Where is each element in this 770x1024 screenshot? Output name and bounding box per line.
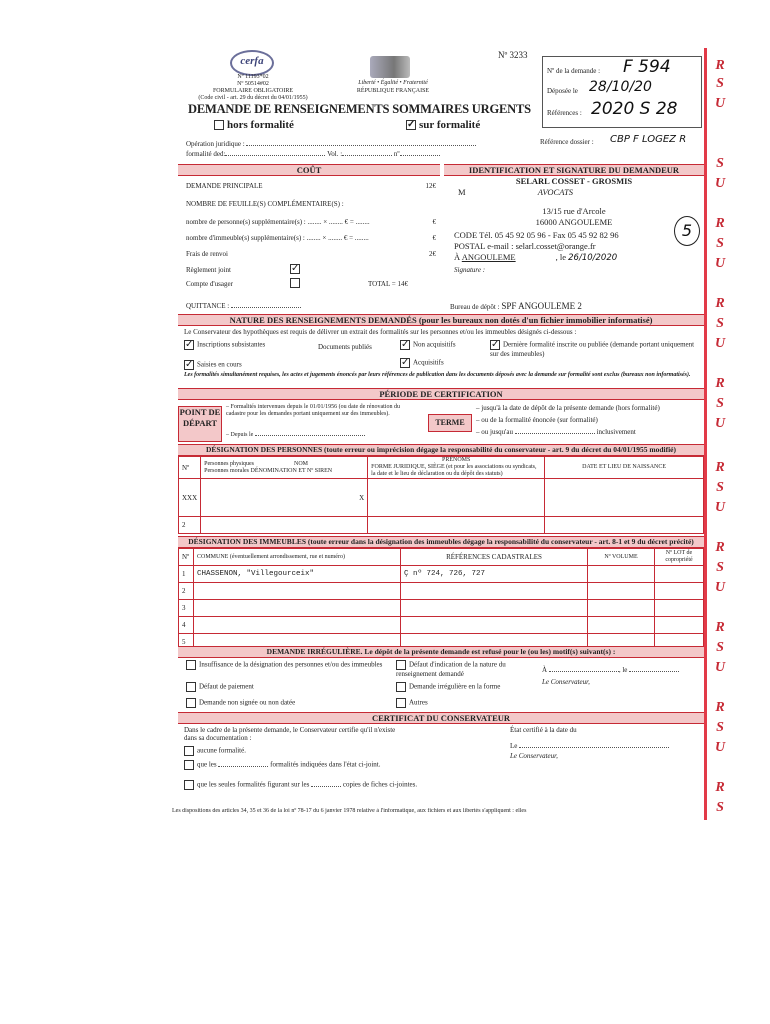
side-letter: S <box>716 720 724 735</box>
cout-row-2: NOMBRE DE FEUILLE(S) COMPLÉMENTAIRE(S) : <box>186 200 344 208</box>
point-depart: POINT DE DÉPART <box>178 406 222 442</box>
side-letter: R <box>715 296 725 311</box>
circled-number: 5 <box>674 216 700 246</box>
immeuble-row-5: 5 <box>179 634 704 651</box>
side-letter: S <box>716 800 724 815</box>
ref-dossier-label: Référence dossier : <box>540 138 594 146</box>
irreg-opt-5[interactable]: Demande irrégulière en la forme <box>396 682 500 692</box>
immeubles-band: DÉSIGNATION DES IMMEUBLES (toute erreur dans la désignation des immeubles dégage la responsabilité du conservateur - art. 8-1 et 9 du décret précité) <box>178 536 704 548</box>
immeuble-row-1: 1 CHASSENON, "Villegourceix" Ç nº 724, 726, 727 <box>179 566 704 583</box>
num-demande-label: Nº de la demande : <box>547 67 601 75</box>
irreg-opt-1[interactable]: Insuffisance de la désignation des personnes et/ou des immeubles <box>186 660 386 670</box>
irreg-opt-4[interactable]: Défaut d'indication de la nature du renseignement demandé <box>396 660 506 678</box>
immeuble-row-3: 3 <box>179 600 704 617</box>
opt-non-acquisitifs[interactable]: ✓ Non acquisitifs <box>401 339 456 350</box>
cert-le: Le <box>510 742 669 750</box>
nature-intro: Le Conservateur des hypothèques est requis de délivrer un extrait des formalités sur les personnes et/ou les immeubles désignés ci-dessous : <box>184 328 577 336</box>
form-page <box>172 48 707 820</box>
certificat-intro: Dans le cadre de la présente demande, le Conservateur certifie qu'il n'existe dans sa documentation : <box>184 726 396 742</box>
reglement-row: Règlement joint <box>186 266 231 274</box>
side-letter: R <box>715 540 725 555</box>
cout-row-4: nombre d'immeuble(s) supplémentaire(s) : ........ × ........ € = ........ € <box>186 234 436 242</box>
num-demande-value: F 594 <box>623 57 671 77</box>
certificat-band: CERTIFICAT DU CONSERVATEUR <box>178 712 704 724</box>
personnes-band: DÉSIGNATION DES PERSONNES (toute erreur ou imprécision dégage la responsabilité du conservateur - art. 9 du décret du 04/01/1955 modifié) <box>178 444 704 456</box>
cert-opt-2[interactable]: que les formalités indiquées dans l'état ci-joint. <box>184 760 424 770</box>
republic: RÉPUBLIQUE FRANÇAISE <box>356 88 430 94</box>
sur-formalite-option[interactable]: ✓ sur formalité <box>407 119 481 131</box>
hors-formalite-checkbox[interactable] <box>214 120 224 130</box>
side-letter: R <box>715 460 725 475</box>
side-letter: R <box>715 620 725 635</box>
depose-label: Déposée le <box>547 87 578 95</box>
cout-row-1: DEMANDE PRINCIPALE 12€ <box>186 182 436 190</box>
side-letter: S <box>716 640 724 655</box>
bureau-depot: Bureau de dépôt : SPF ANGOULEME 2 <box>450 301 582 311</box>
opt-saisies[interactable]: ✓ Saisies en cours <box>185 359 242 370</box>
hors-formalite-option[interactable]: hors formalité <box>214 119 294 131</box>
motto: Liberté • Égalité • Fraternité <box>358 80 428 86</box>
side-letter: R <box>715 700 725 715</box>
marianne-emblem <box>370 56 410 78</box>
cout-band: COÛT <box>178 164 440 176</box>
side-letter: U <box>714 500 726 515</box>
irreg-opt-3[interactable]: Demande non signée ou non datée <box>186 698 295 708</box>
side-letter: U <box>714 580 726 595</box>
demande-box <box>542 56 702 128</box>
nature-note: Les formalités simultanément requises, les actes et jugements énoncés par leurs références de publication dans les documents déposés avec la demande sur formalité sont exclus (bureaux non informatisés). <box>184 372 691 378</box>
lawyer-stamp: SELARL COSSET - GROSMIS M AVOCATS 13/15 rue d'Arcole 16000 ANGOULEME CODE Tél. 05 45 92 05 96 - Fax 05 45 92 82 96 POSTAL e-mail : selarl.cosset@orange.fr À ANGOULEME , le 26/10/2020 Signature : <box>454 176 633 274</box>
opt-acquisitifs[interactable]: ✓ Acquisitifs <box>401 357 444 368</box>
cerfa-logo: cerfa <box>230 50 274 76</box>
side-letter: S <box>716 156 724 171</box>
side-letter: U <box>714 176 726 191</box>
periode-right: – jusqu'à la date de dépôt de la présente demande (hors formalité) – ou de la formalité énoncée (sur formalité) – ou jusqu'au inclusivement <box>476 404 660 436</box>
periode-band: PÉRIODE DE CERTIFICATION <box>178 388 704 400</box>
cert-conservateur: Le Conservateur, <box>510 752 558 760</box>
side-letter: S <box>716 560 724 575</box>
depose-value: 28/10/20 <box>589 79 652 95</box>
irreg-opt-2[interactable]: Défaut de paiement <box>186 682 254 692</box>
sur-formalite-checkbox[interactable]: ✓ <box>407 119 416 131</box>
side-letter: R <box>715 376 725 391</box>
form-numbers: Nº 11193*02 Nº 50514#02 FORMULAIRE OBLIGATOIRE (Code civil - art. 29 du décret du 04/01/1955) <box>198 74 308 101</box>
side-letter: R <box>715 780 725 795</box>
irreg-opt-6[interactable]: Autres <box>396 698 428 708</box>
side-letter: R <box>715 58 725 73</box>
side-letter: R <box>715 216 725 231</box>
ref-dossier-value: CBP F LOGEZ R <box>610 134 687 145</box>
irreg-conservateur: Le Conservateur, <box>542 678 590 686</box>
identification-band: IDENTIFICATION ET SIGNATURE DU DEMANDEUR <box>444 164 704 176</box>
personnes-table: Nº Personnes physiques NOM Personnes morales DÉNOMINATION ET Nº SIREN PRÉNOMS FORME JURIDIQUE, SIÈGE (et pour les associations ou syndicats, la date et le lieu de déclaration ou du dépôt des statuts) DATE ET LIEU DE NAISSANCE XXX X 2 <box>178 456 704 534</box>
opt-documents: Documents publiés <box>318 343 372 351</box>
formalite-ded-line: formalité ded: Vol. : nº <box>186 150 440 158</box>
side-letter: U <box>714 660 726 675</box>
operation-label: Opération juridique : <box>186 140 476 148</box>
quittance-row: QUITTANCE : <box>186 302 301 310</box>
cert-opt-3[interactable]: que les seules formalités figurant sur les copies de fiches ci-jointes. <box>184 780 424 790</box>
irregularite-band: DEMANDE IRRÉGULIÈRE. Le dépôt de la présente demande est refusé pour le (ou les) motif(s) suivant(s) : <box>178 646 704 658</box>
immeubles-table: Nº COMMUNE (éventuellement arrondissement, rue et numéro) RÉFÉRENCES CADASTRALES Nº VOLUME Nº LOT de copropriété 1 CHASSENON, "Villegourceix" Ç nº 724, 726, 727 2 3 4 5 <box>178 548 704 651</box>
periode-depuis: – Depuis le <box>226 432 365 439</box>
side-letter: U <box>714 740 726 755</box>
side-letter: S <box>716 480 724 495</box>
side-letter: U <box>714 256 726 271</box>
references-value: 2020 S 28 <box>591 99 678 119</box>
cout-row-3: nombre de personne(s) supplémentaire(s) : ........ × ........ € = ........ € <box>186 218 436 226</box>
references-label: Références : <box>547 109 582 117</box>
side-letter: U <box>714 416 726 431</box>
cert-etat: État certifié à la date du <box>510 726 577 734</box>
compte-row: Compte d'usager <box>186 280 233 288</box>
personne-row-1: XXX X <box>179 479 704 517</box>
footer-legal: Les dispositions des articles 34, 35 et 36 de la loi nº 78-17 du 6 janvier 1978 relative à l'informatique, aux fichiers et aux libertés s'appliquent : elles <box>172 808 527 814</box>
nature-band: NATURE DES RENSEIGNEMENTS DEMANDÉS (pour les bureaux non dotés d'un fichier immobilier informatisé) <box>178 314 704 326</box>
personne-row-2: 2 <box>179 517 704 534</box>
cout-row-5: Frais de renvoi 2€ <box>186 250 436 258</box>
irreg-a-le: À , le <box>542 666 679 674</box>
side-letter: S <box>716 76 724 91</box>
reglement-checkbox[interactable]: ✓ <box>291 263 300 274</box>
side-letter: S <box>716 316 724 331</box>
cert-opt-1[interactable]: aucune formalité. <box>184 746 246 756</box>
side-letter: S <box>716 236 724 251</box>
opt-inscriptions[interactable]: ✓ Inscriptions subsistantes <box>185 339 266 350</box>
compte-checkbox[interactable] <box>290 278 300 288</box>
form-title: DEMANDE DE RENSEIGNEMENTS SOMMAIRES URGENTS <box>188 102 531 116</box>
form-number: Nº 3233 <box>498 50 528 60</box>
side-letter: S <box>716 396 724 411</box>
opt-derniere[interactable]: ✓ Dernière formalité inscrite ou publiée (demande portant uniquement sur des immeubles) <box>490 339 695 358</box>
side-letter: U <box>714 336 726 351</box>
periode-left-text: – Formalités intervenues depuis le 01/01/1956 (ou date de rénovation du cadastre pour les demandes portant uniquement sur des immeubles). <box>226 404 400 417</box>
terme-box: TERME <box>428 414 472 432</box>
immeuble-row-4: 4 <box>179 617 704 634</box>
total-row: TOTAL = 14€ <box>368 280 408 288</box>
immeuble-row-2: 2 <box>179 583 704 600</box>
side-letter: U <box>714 96 726 111</box>
